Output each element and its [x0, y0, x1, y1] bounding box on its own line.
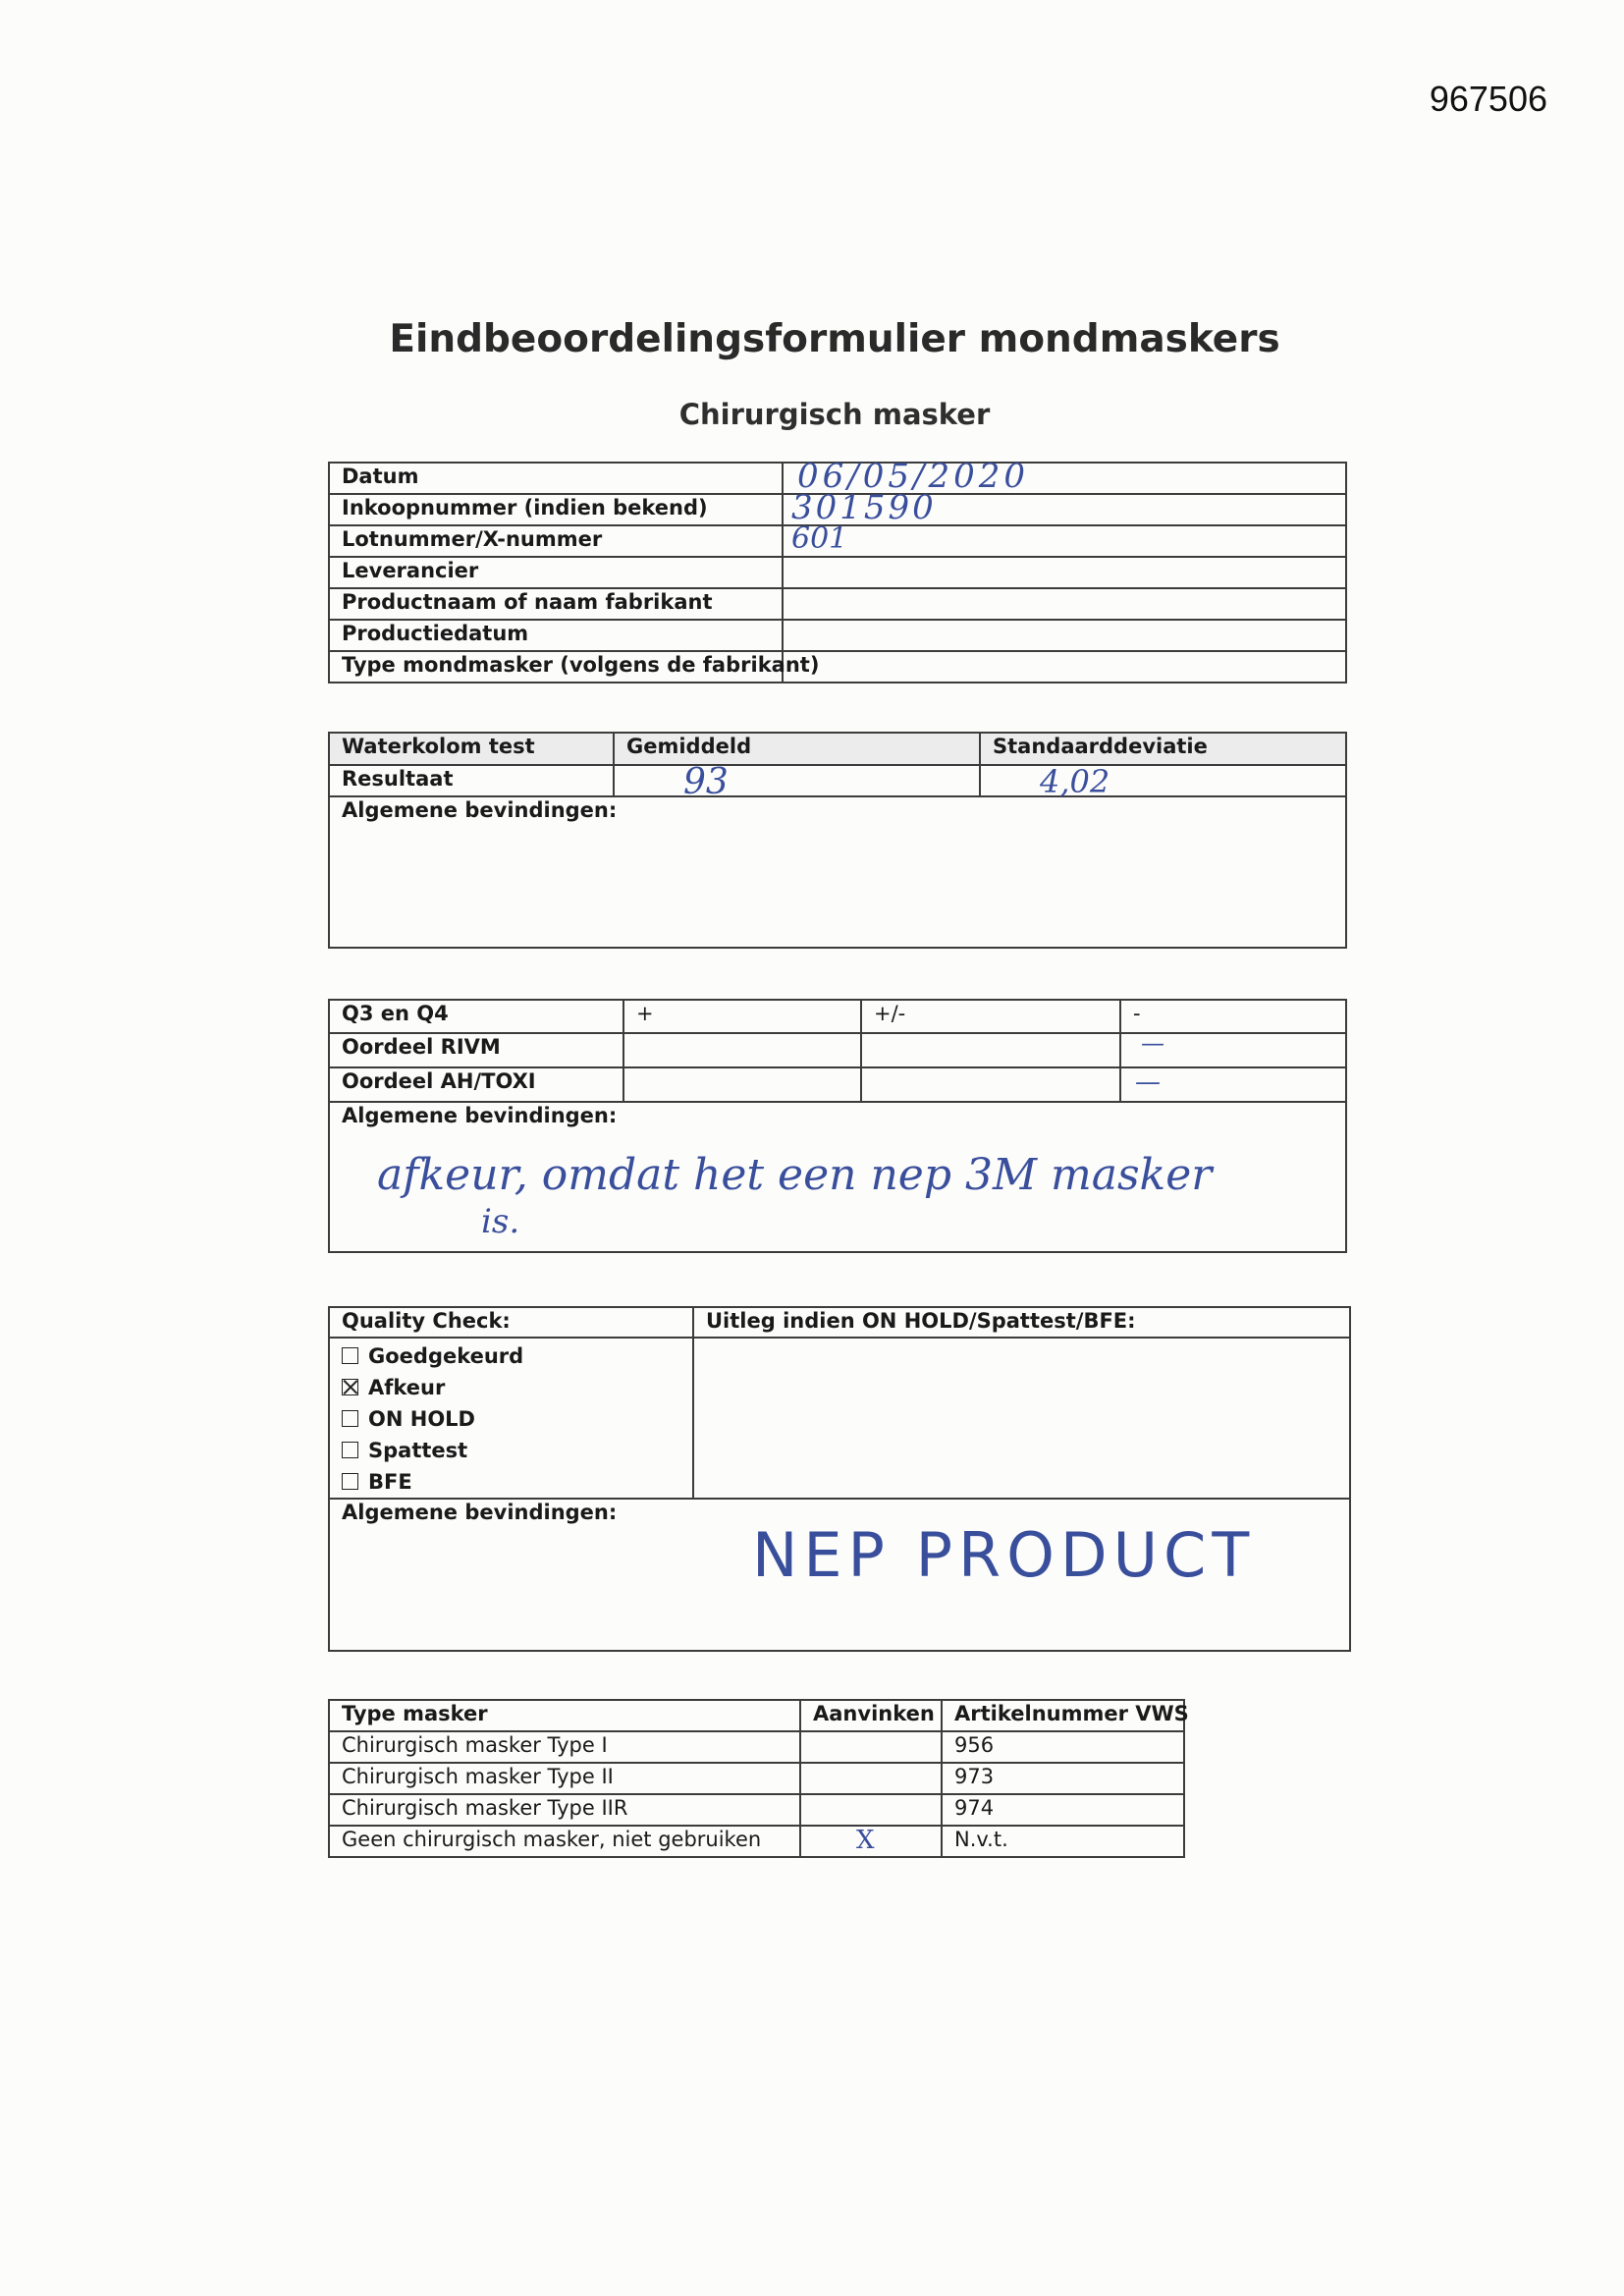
- info-label-inkoopnummer: Inkoopnummer (indien bekend): [329, 494, 783, 525]
- type-row-3-label: Chirurgisch masker Type IIR: [329, 1794, 800, 1826]
- q3q4-table: [328, 999, 1347, 1253]
- plus-header: +: [623, 1000, 861, 1033]
- waterkolom-header: Waterkolom test: [329, 733, 614, 765]
- info-label-productnaam: Productnaam of naam fabrikant: [329, 588, 783, 620]
- info-value-type[interactable]: [783, 651, 1346, 683]
- q3q4-findings-label: Algemene bevindingen:: [342, 1104, 618, 1127]
- info-value-inkoopnummer[interactable]: [783, 488, 1346, 527]
- type-row-2-nummer: 973: [942, 1763, 1184, 1794]
- type-row-1-check[interactable]: [800, 1731, 942, 1763]
- info-label-type: Type mondmasker (volgens de fabrikant): [329, 651, 783, 683]
- info-value-leverancier[interactable]: [783, 557, 1346, 588]
- oordeel-ahtoxi-plus[interactable]: [623, 1067, 861, 1102]
- option-spattest[interactable]: [342, 1435, 680, 1466]
- handwritten-quality-findings: NEP PRODUCT: [752, 1519, 1256, 1591]
- quality-check-table: [328, 1306, 1351, 1652]
- option-bfe[interactable]: [342, 1466, 680, 1498]
- form-subtitle: Chirurgisch masker: [678, 398, 991, 431]
- oordeel-rivm-label: Oordeel RIVM: [329, 1033, 623, 1067]
- quality-options: [329, 1338, 693, 1499]
- type-row-4-check[interactable]: [800, 1826, 942, 1857]
- quality-findings-label: Algemene bevindingen:: [342, 1501, 618, 1524]
- type-row-3-check[interactable]: [800, 1794, 942, 1826]
- checkbox-icon: [342, 1473, 358, 1490]
- handwritten-inkoopnummer: 301590: [791, 488, 937, 527]
- form-title: Eindbeoordelingsformulier mondmaskers: [389, 317, 1280, 361]
- option-goedgekeurd-label: Goedgekeurd: [368, 1344, 524, 1368]
- info-table: [328, 457, 1347, 683]
- option-goedgekeurd[interactable]: [342, 1340, 680, 1372]
- info-value-datum[interactable]: [783, 457, 1346, 496]
- waterkolom-findings-label: Algemene bevindingen:: [342, 798, 618, 822]
- minus-header: -: [1120, 1000, 1346, 1033]
- info-label-datum: Datum: [329, 463, 783, 494]
- aanvinken-header: Aanvinken: [800, 1700, 942, 1731]
- type-row-4-label: Geen chirurgisch masker, niet gebruiken: [329, 1826, 800, 1857]
- q3q4-findings[interactable]: [329, 1102, 1346, 1252]
- info-label-lotnummer: Lotnummer/X-nummer: [329, 525, 783, 557]
- checked-box-icon: [342, 1379, 358, 1395]
- gemiddeld-value[interactable]: [614, 762, 980, 802]
- oordeel-rivm-plus[interactable]: [623, 1033, 861, 1067]
- uitleg-field[interactable]: [693, 1338, 1350, 1499]
- type-row-1-label: Chirurgisch masker Type I: [329, 1731, 800, 1763]
- checkbox-icon: [342, 1410, 358, 1427]
- uitleg-label: Uitleg indien ON HOLD/Spattest/BFE:: [693, 1307, 1350, 1338]
- oordeel-rivm-minus[interactable]: [1120, 1029, 1346, 1067]
- oordeel-rivm-plusminus[interactable]: [861, 1033, 1120, 1067]
- gemiddeld-header: Gemiddeld: [614, 733, 980, 765]
- standaarddeviatie-value[interactable]: [980, 763, 1346, 800]
- option-afkeur-label: Afkeur: [368, 1376, 446, 1399]
- waterkolom-table: [328, 732, 1347, 949]
- plusminus-header: +/-: [861, 1000, 1120, 1033]
- info-value-productiedatum[interactable]: [783, 620, 1346, 651]
- oordeel-ahtoxi-plusminus[interactable]: [861, 1067, 1120, 1102]
- info-value-lotnummer[interactable]: [783, 521, 1346, 557]
- oordeel-ahtoxi-minus[interactable]: [1120, 1067, 1346, 1102]
- resultaat-label: Resultaat: [329, 765, 614, 796]
- type-masker-table: [328, 1699, 1189, 1858]
- option-on-hold-label: ON HOLD: [368, 1407, 475, 1431]
- type-masker-header: Type masker: [329, 1700, 800, 1731]
- handwritten-lotnummer: 601: [791, 521, 848, 556]
- handwritten-standaarddeviatie: 4,02: [1040, 763, 1110, 800]
- option-afkeur[interactable]: [342, 1372, 680, 1403]
- option-on-hold[interactable]: [342, 1403, 680, 1435]
- checkbox-icon: [342, 1442, 358, 1458]
- type-row-2-label: Chirurgisch masker Type II: [329, 1763, 800, 1794]
- oordeel-ahtoxi-label: Oordeel AH/TOXI: [329, 1067, 623, 1102]
- waterkolom-findings[interactable]: [329, 796, 1346, 948]
- q3q4-header: Q3 en Q4: [329, 1000, 623, 1033]
- standaarddeviatie-header: Standaarddeviatie: [980, 733, 1346, 765]
- quality-check-label: Quality Check:: [329, 1307, 693, 1338]
- artikelnummer-header: Artikelnummer VWS: [942, 1700, 1184, 1731]
- type-row-3-nummer: 974: [942, 1794, 1184, 1826]
- handwritten-datum: 06/05/2020: [797, 457, 1029, 496]
- handwritten-rivm-minus: —: [1141, 1029, 1164, 1057]
- info-value-productnaam[interactable]: [783, 588, 1346, 620]
- type-row-4-nummer: N.v.t.: [942, 1826, 1184, 1857]
- quality-findings[interactable]: [329, 1499, 1350, 1651]
- option-spattest-label: Spattest: [368, 1439, 468, 1462]
- document-id: 967506: [1429, 79, 1547, 119]
- info-label-leverancier: Leverancier: [329, 557, 783, 588]
- option-bfe-label: BFE: [368, 1470, 412, 1494]
- handwritten-q3q4-findings-line2: is.: [481, 1202, 520, 1241]
- handwritten-q3q4-findings-line1: afkeur, omdat het een nep 3M masker: [377, 1150, 1213, 1200]
- handwritten-ahtoxi-minus: —: [1135, 1067, 1161, 1097]
- handwritten-gemiddeld: 93: [683, 762, 729, 802]
- checkbox-icon: [342, 1347, 358, 1364]
- handwritten-check-mark: X: [856, 1826, 875, 1855]
- type-row-2-check[interactable]: [800, 1763, 942, 1794]
- type-row-1-nummer: 956: [942, 1731, 1184, 1763]
- info-label-productiedatum: Productiedatum: [329, 620, 783, 651]
